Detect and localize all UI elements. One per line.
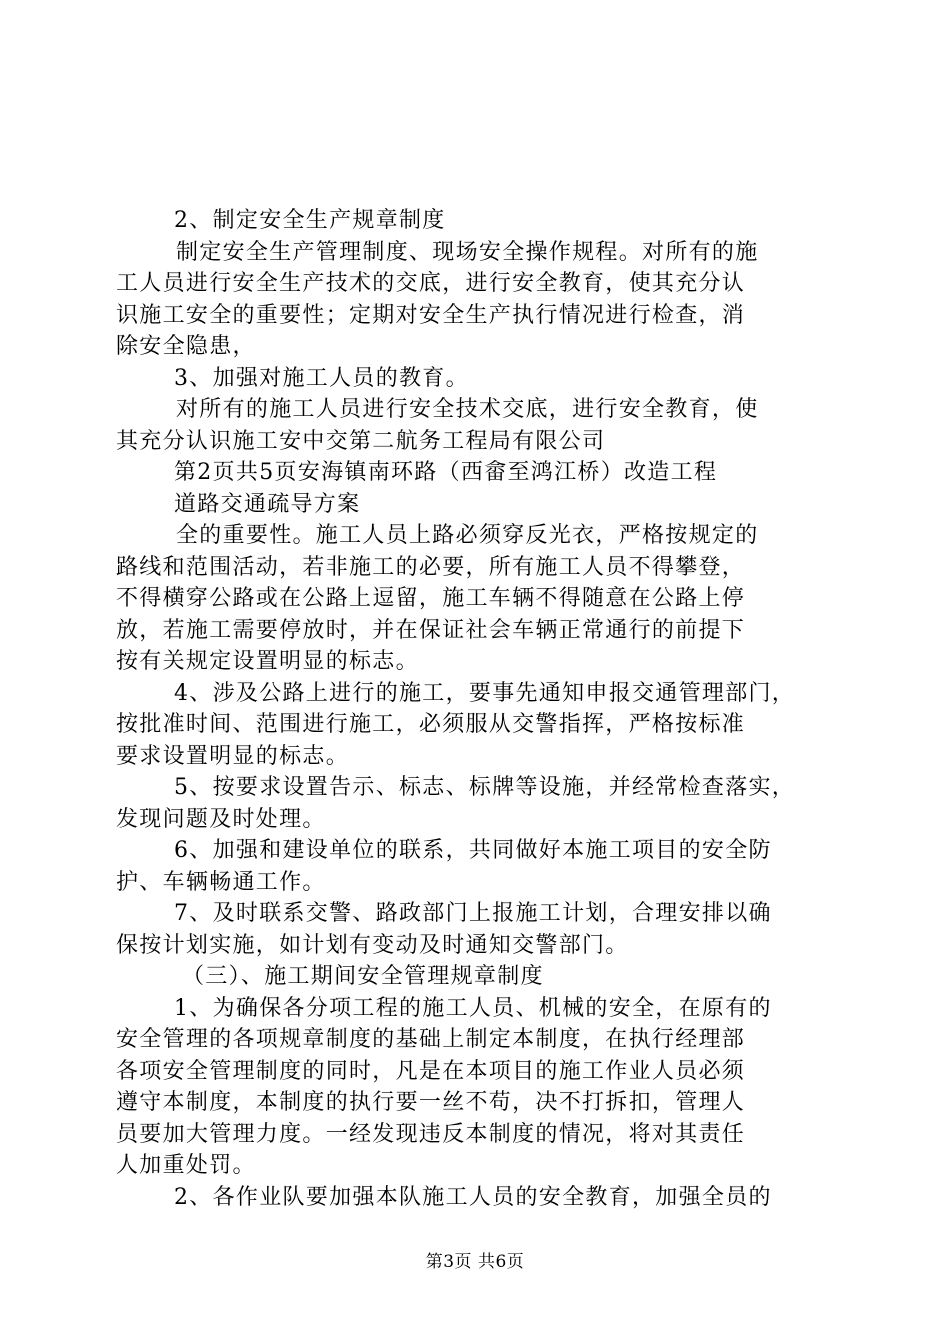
paragraph-line: 第2页共5页安海镇南环路（西畲至鸿江桥）改造工程 (174, 460, 718, 485)
paragraph-line: 全的重要性。施工人员上路必须穿反光衣，严格按规定的 (176, 523, 759, 548)
section-heading-2: 2、制定安全生产规章制度 (174, 208, 446, 233)
paragraph-line: 识施工安全的重要性；定期对安全生产执行情况进行检查，消 (116, 302, 746, 328)
paragraph-line: 人加重处罚。 (116, 1153, 256, 1178)
paragraph-line: 不得横穿公路或在公路上逗留，施工车辆不得随意在公路上停 (116, 586, 746, 611)
paragraph-line: 要求设置明显的标志。 (116, 743, 350, 769)
paragraph-line: 发现问题及时处理。 (116, 806, 326, 832)
paragraph-line: 各项安全管理制度的同时，凡是在本项目的施工作业人员必须 (116, 1058, 746, 1084)
paragraph-line: 道路交通疏导方案 (174, 491, 361, 517)
paragraph-line: 护、车辆畅通工作。 (116, 869, 326, 895)
paragraph-line: 保按计划实施，如计划有变动及时通知交警部门。 (116, 932, 629, 958)
paragraph-line: 4、涉及公路上进行的施工，要事先通知申报交通管理部门， (174, 680, 796, 706)
paragraph-line: 遵守本制度，本制度的执行要一丝不苟，决不打拆扣，管理人 (116, 1090, 746, 1115)
paragraph-line: 其充分认识施工安中交第二航务工程局有限公司 (116, 428, 606, 454)
document-body (116, 205, 836, 1213)
paragraph-line: 放，若施工需要停放时，并在保证社会车辆正常通行的前提下 (116, 617, 746, 643)
paragraph-line: 6、加强和建设单位的联系，共同做好本施工项目的安全防 (174, 838, 772, 863)
paragraph-line: 1、为确保各分项工程的施工人员、机械的安全，在原有的 (174, 995, 772, 1021)
paragraph-line: 安全管理的各项规章制度的基础上制定本制度，在执行经理部 (116, 1027, 746, 1052)
paragraph-line: 2、各作业队要加强本队施工人员的安全教育，加强全员的 (174, 1184, 772, 1210)
page-number-footer: 第3页 共6页 (425, 1252, 525, 1272)
paragraph-line: 制定安全生产管理制度、现场安全操作规程。对所有的施 (176, 239, 759, 265)
paragraph-line: 除安全隐患， (116, 334, 256, 359)
paragraph-line: 工人员进行安全生产技术的交底，进行安全教育，使其充分认 (116, 271, 746, 296)
paragraph-line: 5、按要求设置告示、标志、标牌等设施，并经常检查落实， (174, 775, 796, 800)
section-heading-3: 3、加强对施工人员的教育。 (174, 365, 469, 391)
paragraph-line: 7、及时联系交警、路政部门上报施工计划，合理安排以确 (174, 901, 772, 926)
paragraph-line: 按批准时间、范围进行施工，必须服从交警指挥，严格按标准 (116, 712, 746, 737)
paragraph-line: 员要加大管理力度。一经发现违反本制度的情况，将对其责任 (116, 1121, 746, 1147)
section-heading-iii: （三）、施工期间安全管理规章制度 (182, 964, 544, 989)
paragraph-line: 按有关规定设置明显的标志。 (116, 649, 419, 674)
paragraph-line: 对所有的施工人员进行安全技术交底，进行安全教育，使 (176, 397, 759, 422)
paragraph-line: 路线和范围活动，若非施工的必要，所有施工人员不得攀登， (116, 554, 746, 580)
